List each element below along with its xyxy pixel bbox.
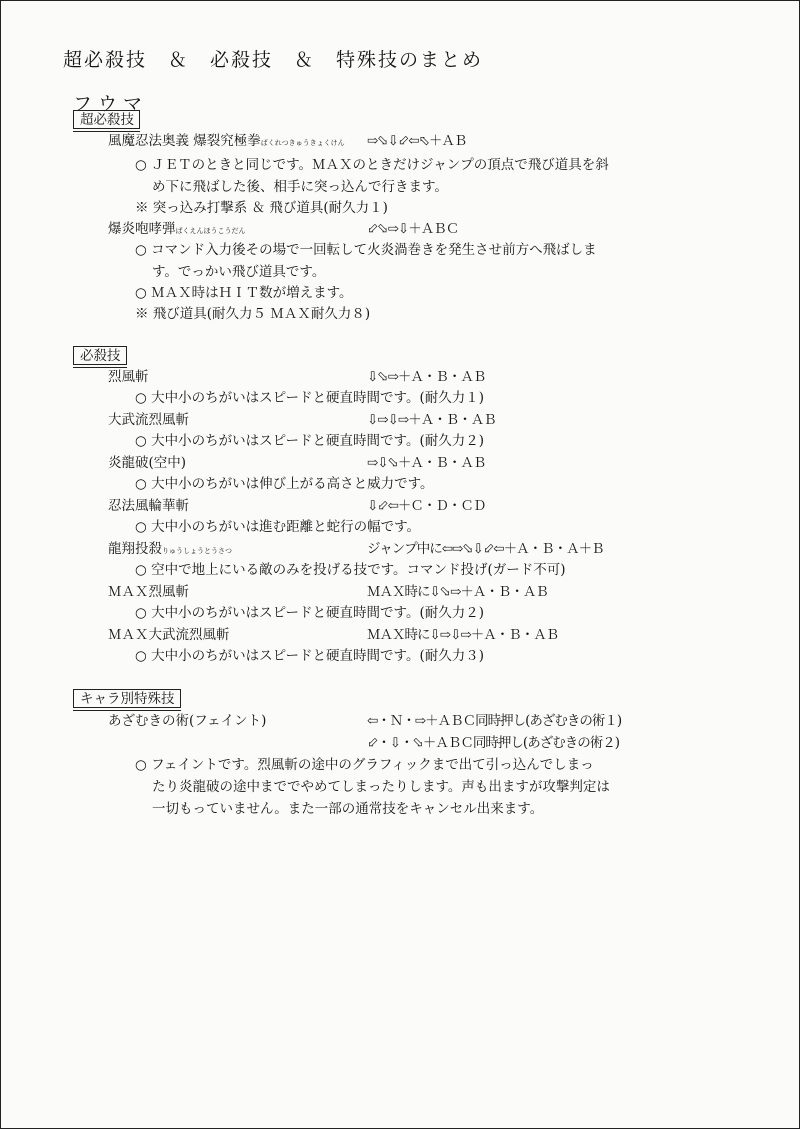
move-command: ⇩⬃⇦＋Ｃ・Ｄ・ＣＤ xyxy=(367,498,486,514)
move-command: ⇩⬂⇨＋Ａ・Ｂ・ＡＢ xyxy=(367,369,486,385)
move-command: ＭＡＸ時に⇩⇨⇩⇨＋Ａ・Ｂ・ＡＢ xyxy=(367,627,559,643)
move-name: ＭＡＸ大武流烈風斬 xyxy=(108,627,230,643)
section-header-unique xyxy=(73,689,181,708)
move-note: ○ 大中小のちがいはスピードと硬直時間です。(耐久力２) xyxy=(135,433,484,449)
move-reading: ばくれつきゅうきょくけん xyxy=(260,139,345,147)
move-command: ⇨⬂⇩⬃⇦⬁＋ＡＢ xyxy=(367,133,467,149)
section-label: 必殺技 xyxy=(80,348,121,364)
move-name: ＭＡＸ烈風斬 xyxy=(108,584,189,600)
move-note: ※ 突っ込み打撃系 ＆ 飛び道具(耐久力１) xyxy=(135,200,388,216)
move-name: あざむきの術(フェイント) xyxy=(108,713,267,729)
move-command: ⬃⬂⇨⇩＋ＡＢＣ xyxy=(367,221,459,237)
section-header-super xyxy=(73,110,140,129)
move-name: 龍翔投殺りゅうしょうとうさつ xyxy=(108,541,232,557)
move-name: 爆炎咆哮弾ばくえんほうこうだん xyxy=(108,221,246,237)
section-header-special xyxy=(73,346,127,365)
move-name: 忍法風輪華斬 xyxy=(108,498,189,514)
move-command: ⇦・Ｎ・⇨＋ＡＢＣ同時押し(あざむきの術１) xyxy=(367,713,622,729)
move-note: ○ 空中で地上にいる敵のみを投げる技です。コマンド投げ(ガード不可) xyxy=(135,562,566,578)
move-note: ○ 大中小のちがいはスピードと硬直時間です。(耐久力３) xyxy=(135,648,484,664)
move-command: ⇩⇨⇩⇨＋Ａ・Ｂ・ＡＢ xyxy=(367,412,496,428)
move-note: ※ 飛び道具(耐久力５ ＭＡＸ耐久力８) xyxy=(135,306,371,322)
move-note: す。でっかい飛び道具です。 xyxy=(152,264,326,280)
move-note: め下に飛ばした後、相手に突っ込んで行きます。 xyxy=(152,179,448,195)
move-note: ○ コマンド入力後その場で一回転して火炎渦巻きを発生させ前方へ飛ばしま xyxy=(135,242,597,258)
move-note: ○ ＭＡＸ時はＨＩＴ数が増えます。 xyxy=(135,285,353,301)
move-note: 一切もっていません。また一部の通常技をキャンセル出来ます。 xyxy=(152,801,544,817)
move-reading: りゅうしょうとうさつ xyxy=(162,547,232,555)
move-note: ○ 大中小のちがいはスピードと硬直時間です。(耐久力２) xyxy=(135,605,484,621)
move-reading: ばくえんほうこうだん xyxy=(175,227,246,235)
move-note: ○ 大中小のちがいは進む距離と蛇行の幅です。 xyxy=(135,519,420,535)
section-label: 超必殺技 xyxy=(80,112,134,128)
move-note: たり炎龍破の途中まででやめてしまったりします。声も出ますが攻撃判定は xyxy=(152,779,610,795)
move-name: 烈風斬 xyxy=(108,369,149,385)
page-title: 超必殺技 ＆ 必殺技 ＆ 特殊技のまとめ xyxy=(63,49,484,71)
move-command: ＭＡＸ時に⇩⬂⇨＋Ａ・Ｂ・ＡＢ xyxy=(367,584,548,600)
move-name: 炎龍破(空中) xyxy=(108,455,187,471)
move-note: ○ フェイントです。烈風斬の途中のグラフィックまで出て引っ込んでしまっ xyxy=(135,757,594,773)
character-name: フウマ xyxy=(73,93,149,115)
move-note: ○ 大中小のちがいは伸び上がる高さと威力です。 xyxy=(135,476,434,492)
move-name: 大武流烈風斬 xyxy=(108,412,189,428)
move-note: ○ 大中小のちがいはスピードと硬直時間です。(耐久力１) xyxy=(135,390,484,406)
move-name: 風魔忍法奥義 爆裂究極拳ばくれつきゅうきょくけん xyxy=(108,133,345,149)
move-command: ⬃・⇩・⬂＋ＡＢＣ同時押し(あざむきの術２) xyxy=(367,735,619,751)
move-command: ⇨⇩⬂＋Ａ・Ｂ・ＡＢ xyxy=(367,455,486,471)
move-command: ジャンプ中に⇦⇨⬂⇩⬃⇦＋Ａ・Ｂ・Ａ＋Ｂ xyxy=(367,541,604,557)
section-label: キャラ別特殊技 xyxy=(80,691,175,707)
move-note: ○ ＪＥＴのときと同じです。ＭＡＸのときだけジャンプの頂点で飛び道具を斜 xyxy=(135,157,609,173)
